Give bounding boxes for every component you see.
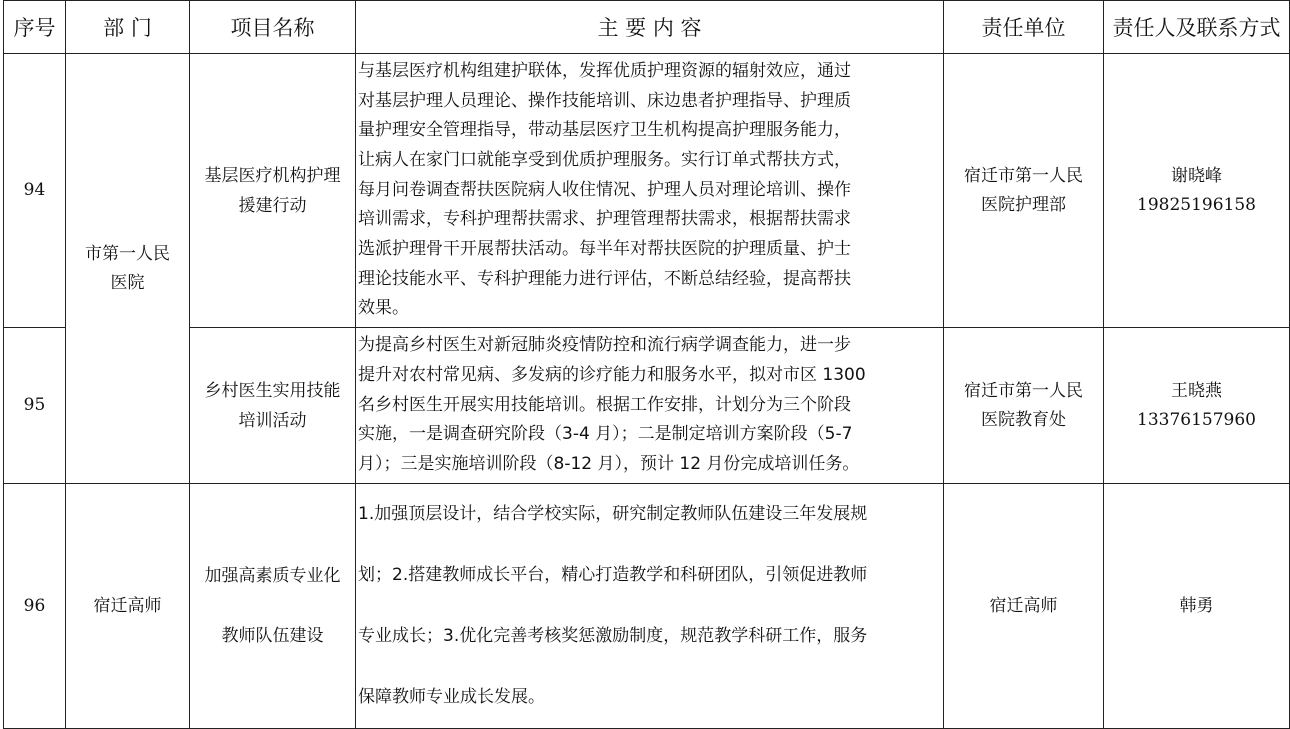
content-line: 为提高乡村医生对新冠肺炎疫情防控和流行病学调查能力，进一步 [358, 335, 851, 356]
content-line: 让病人在家门口就能享受到优质护理服务。实行订单式帮扶方式， [358, 149, 851, 170]
cell-dept [66, 54, 190, 484]
cell-project [190, 484, 356, 729]
unit-line: 医院护理部 [981, 194, 1066, 215]
content-line: 实施，一是调查研究阶段（3-4 月）；二是制定培训方案阶段（5-7 [358, 424, 853, 445]
content-line: 对基层护理人员理论、操作技能培训、床边患者护理指导、护理质 [358, 90, 851, 111]
content-line: 理论技能水平、专科护理能力进行评估，不断总结经验，提高帮扶 [358, 268, 851, 289]
content-line: 提升对农村常见病、多发病的诊疗能力和服务水平，拟对市区 1300 [358, 364, 866, 385]
cell-seq: 95 [4, 328, 66, 484]
unit-line: 宿迁市第一人民 [964, 165, 1083, 186]
content-line: 量护理安全管理指导，带动基层医疗卫生机构提高护理服务能力， [358, 120, 851, 141]
header-dept: 部 门 [66, 1, 190, 54]
table-row [4, 484, 1290, 729]
content-line: 1.加强顶层设计，结合学校实际，研究制定教师队伍建设三年发展规 [358, 504, 868, 524]
project-line: 援建行动 [238, 195, 307, 216]
content-line: 保障教师专业成长发展。 [358, 687, 545, 707]
dept-line: 市第一人民 [85, 243, 170, 264]
project-line: 培训活动 [238, 410, 307, 431]
content-line: 每月问卷调查帮扶医院病人收住情况、护理人员对理论培训、操作 [358, 179, 851, 200]
table-row [4, 54, 1290, 328]
content-line: 划；2.搭建教师成长平台，精心打造教学和科研团队，引领促进教师 [358, 565, 868, 585]
unit-line: 宿迁市第一人民 [964, 380, 1083, 401]
cell-content [356, 328, 944, 484]
cell-contact [1104, 54, 1290, 328]
project-line: 加强高素质专业化 [204, 566, 341, 586]
person-name: 谢晓峰 [1171, 165, 1222, 186]
header-seq: 序号 [4, 1, 66, 54]
cell-contact [1104, 328, 1290, 484]
cell-unit: 宿迁高师 [944, 484, 1104, 729]
cell-project [190, 54, 356, 328]
cell-content [356, 484, 944, 729]
cell-seq: 94 [4, 54, 66, 328]
cell-content [356, 54, 944, 328]
table-row [4, 328, 1290, 484]
person-name: 王晓燕 [1171, 380, 1222, 401]
content-line: 名乡村医生开展实用技能培训。根据工作安排，计划分为三个阶段 [358, 394, 851, 415]
cell-dept: 宿迁高师 [66, 484, 190, 729]
header-row [4, 1, 1290, 54]
cell-project [190, 328, 356, 484]
project-table [3, 0, 1290, 729]
cell-unit [944, 328, 1104, 484]
cell-unit [944, 54, 1104, 328]
content-line: 月）；三是实施培训阶段（8-12 月），预计 12 月份完成培训任务。 [358, 454, 860, 475]
cell-seq: 96 [4, 484, 66, 729]
header-unit: 责任单位 [944, 1, 1104, 54]
person-phone: 13376157960 [1137, 409, 1256, 430]
header-contact: 责任人及联系方式 [1104, 1, 1290, 54]
project-line: 基层医疗机构护理 [204, 165, 341, 186]
content-line: 效果。 [358, 298, 409, 319]
unit-line: 医院教育处 [981, 409, 1066, 430]
person-phone: 19825196158 [1137, 194, 1256, 215]
project-line: 教师队伍建设 [221, 626, 324, 646]
dept-line: 医院 [110, 272, 145, 293]
header-content: 主 要 内 容 [356, 1, 944, 54]
content-line: 与基层医疗机构组建护联体，发挥优质护理资源的辐射效应，通过 [358, 60, 851, 81]
person-name: 韩勇 [1179, 595, 1214, 616]
content-line: 选派护理骨干开展帮扶活动。每半年对帮扶医院的护理质量、护士 [358, 239, 851, 260]
cell-contact [1104, 484, 1290, 729]
content-line: 专业成长；3.优化完善考核奖惩激励制度，规范教学科研工作，服务 [358, 626, 868, 646]
project-line: 乡村医生实用技能 [204, 380, 341, 401]
header-project: 项目名称 [190, 1, 356, 54]
content-line: 培训需求，专科护理帮扶需求、护理管理帮扶需求，根据帮扶需求 [358, 209, 851, 230]
